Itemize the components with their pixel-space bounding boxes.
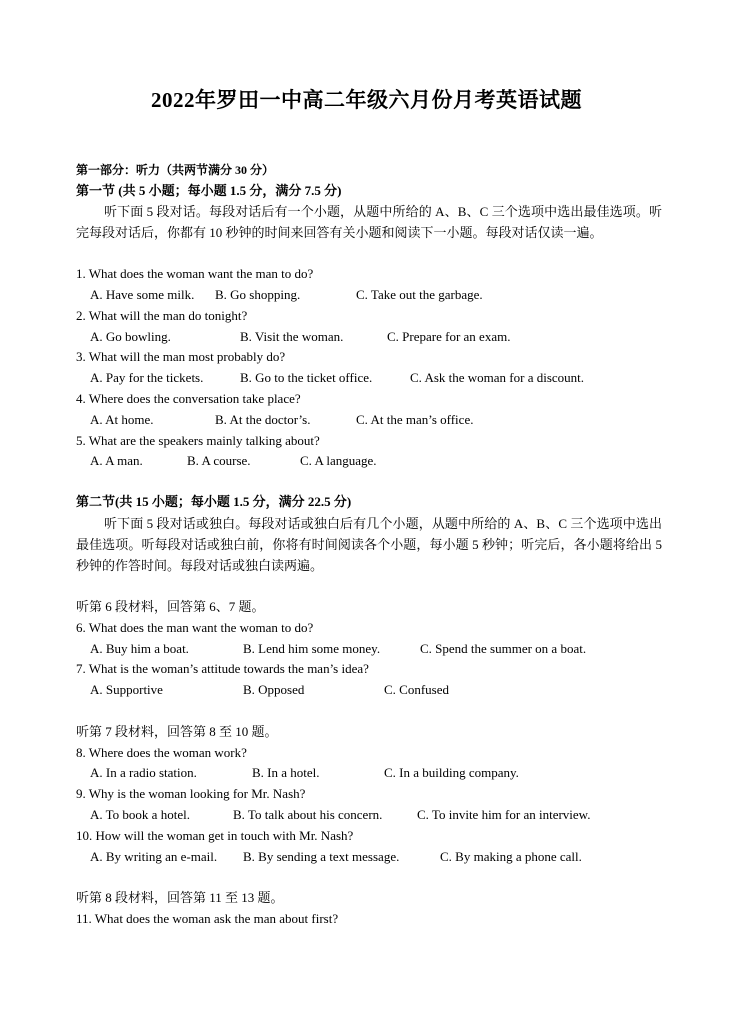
option-c: C. In a building company.: [384, 765, 519, 780]
option-b: B. Lend him some money.: [243, 641, 381, 656]
page-title: 2022年罗田一中高二年级六月份月考英语试题: [151, 88, 582, 112]
option-a: A. A man.: [90, 453, 143, 468]
section1-instructions: 听下面 5 段对话。每段对话后有一个小题，从题中所给的 A、B、C 三个选项中选出最佳选项。听完每段对话后，你都有 10 秒钟的时间来回答有关小题和阅读下一小题。每段对话仅读一遍。: [76, 204, 662, 240]
option-a: A. By writing an e-mail.: [90, 849, 218, 864]
option-a: A. Have some milk.: [90, 287, 195, 302]
question-5: 5. What are the speakers mainly talking about?: [76, 433, 320, 448]
option-c: C. Ask the woman for a discount.: [410, 370, 585, 385]
option-a: A. Pay for the tickets.: [90, 370, 204, 385]
question-4: 4. Where does the conversation take place?: [76, 391, 301, 406]
question-7: 7. What is the woman’s attitude towards the man’s idea?: [76, 661, 369, 676]
section2-heading: 第二节(共 15 小题；每小题 1.5 分，满分 22.5 分): [76, 494, 352, 509]
option-a: A. In a radio station.: [90, 765, 197, 780]
option-b: B. Go shopping.: [215, 287, 301, 302]
question-9: 9. Why is the woman looking for Mr. Nash?: [76, 786, 306, 801]
question-1: 1. What does the woman want the man to do?: [76, 266, 314, 281]
option-c: C. Take out the garbage.: [356, 287, 483, 302]
option-c: C. At the man’s office.: [356, 412, 474, 427]
question-11: 11. What does the woman ask the man about first?: [76, 911, 339, 926]
option-a: A. Supportive: [90, 682, 163, 697]
question-10: 10. How will the woman get in touch with Mr. Nash?: [76, 828, 354, 843]
option-a: A. To book a hotel.: [90, 807, 190, 822]
group7-lead: 听第 7 段材料，回答第 8 至 10 题。: [76, 724, 278, 739]
option-b: B. Opposed: [243, 682, 305, 697]
option-a: A. Buy him a boat.: [90, 641, 189, 656]
section1-heading: 第一节 (共 5 小题；每小题 1.5 分，满分 7.5 分): [76, 183, 342, 198]
option-b: B. A course.: [187, 453, 251, 468]
option-b: B. At the doctor’s.: [215, 412, 311, 427]
option-b: B. In a hotel.: [252, 765, 320, 780]
option-b: B. Go to the ticket office.: [240, 370, 373, 385]
option-c: C. By making a phone call.: [440, 849, 582, 864]
question-6: 6. What does the man want the woman to do?: [76, 620, 314, 635]
question-3: 3. What will the man most probably do?: [76, 349, 286, 364]
question-2: 2. What will the man do tonight?: [76, 308, 248, 323]
part1-heading: 第一部分：听力（共两节满分 30 分）: [76, 163, 275, 177]
section2-instructions: 听下面 5 段对话或独白。每段对话或独白后有几个小题，从题中所给的 A、B、C 三个选项中选出最佳选项。听每段对话或独白前，你将有时间阅读各个小题，每小题 5 秒钟；听完后，各小题将给出 5 秒钟的作答时间。每段对话或独白读两遍。: [76, 516, 662, 573]
option-c: C. Spend the summer on a boat.: [420, 641, 587, 656]
group8-lead: 听第 8 段材料，回答第 11 至 13 题。: [76, 890, 284, 905]
option-c: C. A language.: [300, 453, 377, 468]
option-a: A. At home.: [90, 412, 154, 427]
option-c: C. Prepare for an exam.: [387, 329, 511, 344]
option-b: B. To talk about his concern.: [233, 807, 383, 822]
option-c: C. To invite him for an interview.: [417, 807, 591, 822]
option-c: C. Confused: [384, 682, 449, 697]
option-a: A. Go bowling.: [90, 329, 171, 344]
question-8: 8. Where does the woman work?: [76, 745, 247, 760]
option-b: B. By sending a text message.: [243, 849, 400, 864]
group6-lead: 听第 6 段材料，回答第 6、7 题。: [76, 599, 265, 614]
option-b: B. Visit the woman.: [240, 329, 344, 344]
